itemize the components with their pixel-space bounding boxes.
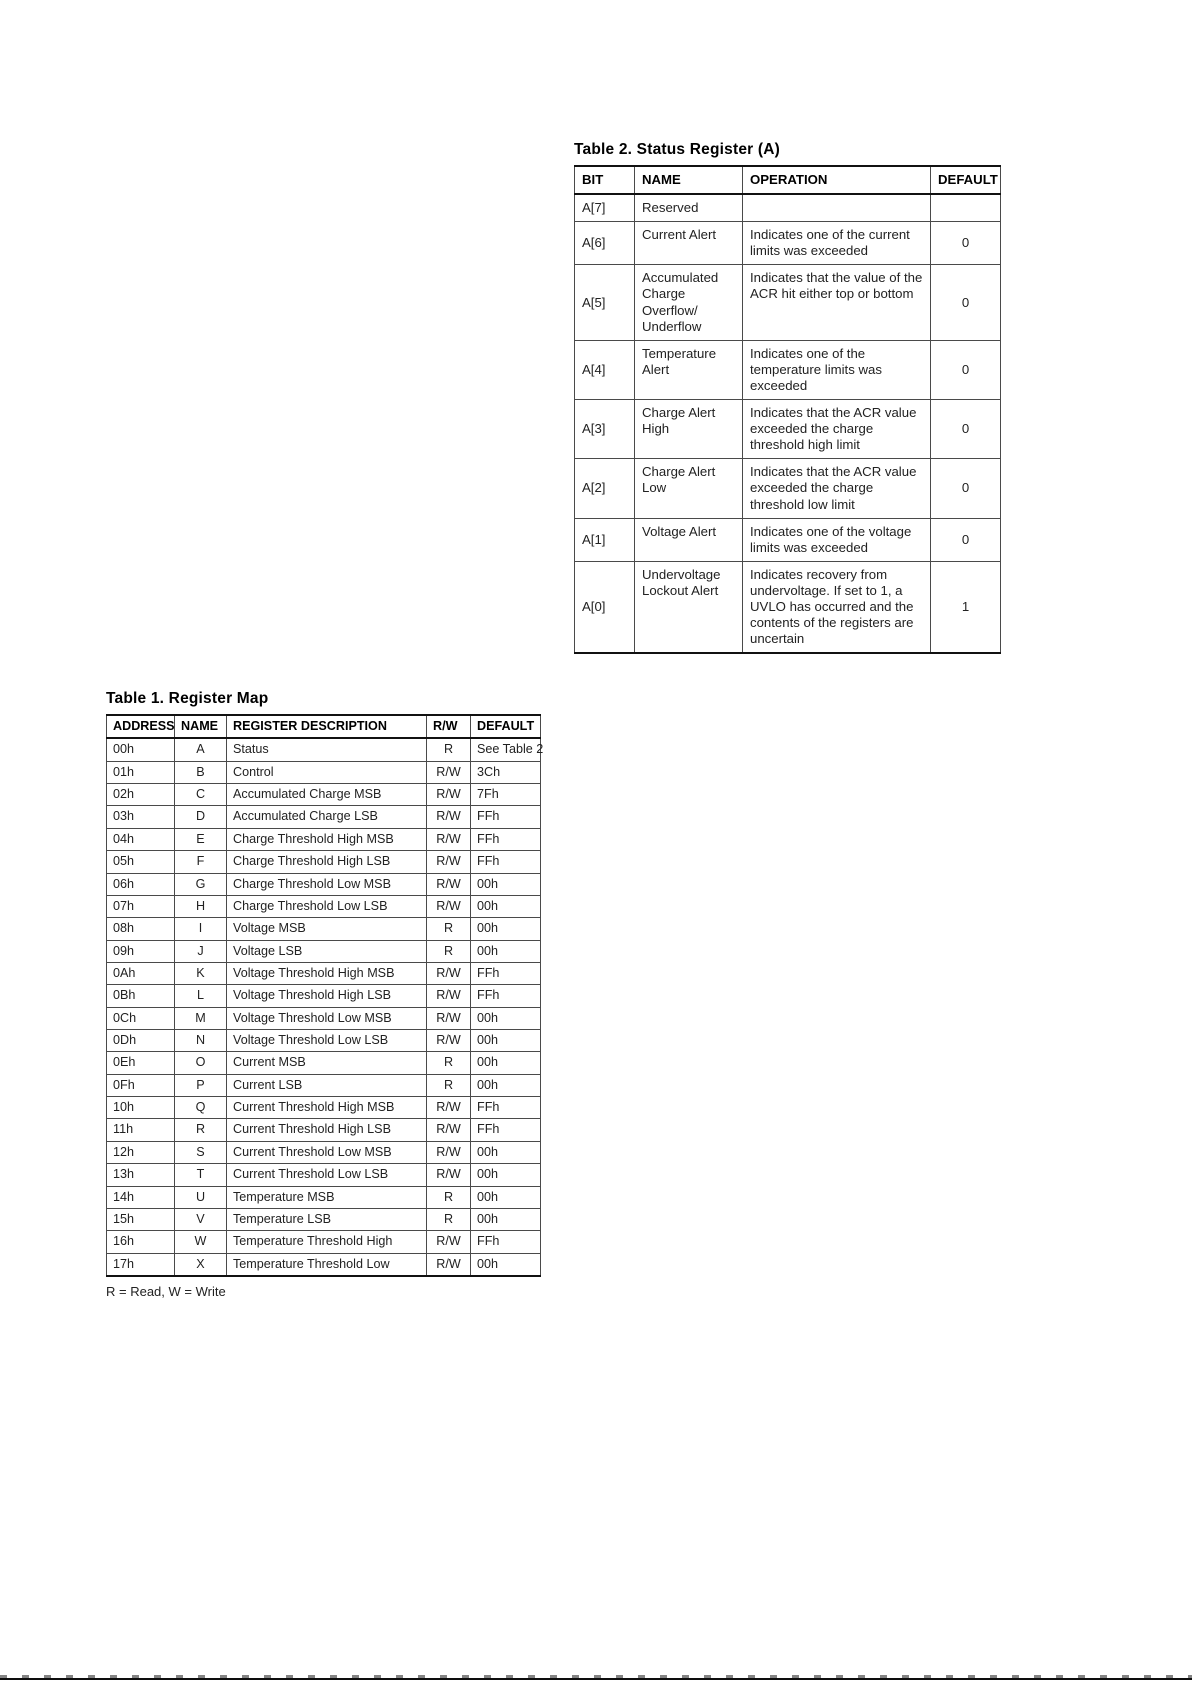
table1-cell-default: FFh (471, 985, 541, 1007)
table2-cell-bit: A[6] (575, 222, 635, 265)
table-row (575, 340, 1001, 399)
table1-cell-description: Charge Threshold High MSB (227, 828, 427, 850)
table1-cell-default: 00h (471, 1208, 541, 1230)
table1-cell-rw: R/W (427, 761, 471, 783)
table1-cell-rw: R/W (427, 851, 471, 873)
table2-cell-bit: A[0] (575, 561, 635, 653)
table2-body (575, 194, 1001, 653)
table1-cell-rw: R/W (427, 1231, 471, 1253)
table1-cell-address: 08h (107, 918, 175, 940)
table2-cell-default: 0 (931, 265, 1001, 340)
table1-cell-rw: R/W (427, 828, 471, 850)
table-row (107, 1141, 541, 1163)
table1-col-name: NAME (175, 715, 227, 738)
table1-cell-default: 00h (471, 1030, 541, 1052)
table1-cell-description: Temperature MSB (227, 1186, 427, 1208)
table2-cell-name: Charge Alert Low (635, 459, 743, 518)
table1-cell-name: S (175, 1141, 227, 1163)
table1-col-rw: R/W (427, 715, 471, 738)
table2-cell-default: 0 (931, 340, 1001, 399)
table1-cell-name: U (175, 1186, 227, 1208)
table-row (107, 1052, 541, 1074)
table1-cell-description: Current Threshold Low MSB (227, 1141, 427, 1163)
table-row (575, 400, 1001, 459)
table1-cell-description: Current LSB (227, 1074, 427, 1096)
table1-cell-name: K (175, 962, 227, 984)
table1-cell-default: FFh (471, 851, 541, 873)
table1-cell-address: 04h (107, 828, 175, 850)
table2-header-row (575, 166, 1001, 194)
table-row (107, 806, 541, 828)
table1-cell-name: J (175, 940, 227, 962)
table1-cell-address: 12h (107, 1141, 175, 1163)
table2-cell-bit: A[2] (575, 459, 635, 518)
table1-cell-address: 11h (107, 1119, 175, 1141)
table-row (575, 459, 1001, 518)
table1-cell-address: 0Fh (107, 1074, 175, 1096)
table1-cell-default: FFh (471, 806, 541, 828)
table1-cell-rw: R/W (427, 1141, 471, 1163)
table1-cell-rw: R/W (427, 784, 471, 806)
table1-cell-description: Voltage LSB (227, 940, 427, 962)
table1-cell-default: 00h (471, 895, 541, 917)
table1-cell-address: 17h (107, 1253, 175, 1276)
table1-cell-address: 06h (107, 873, 175, 895)
table2-cell-name: Charge Alert High (635, 400, 743, 459)
table1-cell-rw: R (427, 1186, 471, 1208)
table2-cell-default: 0 (931, 518, 1001, 561)
table1-cell-rw: R/W (427, 873, 471, 895)
table1-cell-description: Charge Threshold Low MSB (227, 873, 427, 895)
table1-cell-address: 0Ah (107, 962, 175, 984)
table1-cell-default: 00h (471, 873, 541, 895)
table1-cell-default: 7Fh (471, 784, 541, 806)
table1-cell-address: 02h (107, 784, 175, 806)
table2-cell-bit: A[1] (575, 518, 635, 561)
table1-cell-name: L (175, 985, 227, 1007)
table2-cell-operation: Indicates that the value of the ACR hit either top or bottom (743, 265, 931, 340)
table-row (575, 518, 1001, 561)
table2-cell-operation: Indicates recovery from undervoltage. If set to 1, a UVLO has occurred and the contents of the registers are uncertain (743, 561, 931, 653)
table1-cell-description: Voltage MSB (227, 918, 427, 940)
table1-cell-default: 00h (471, 940, 541, 962)
table1-cell-address: 13h (107, 1164, 175, 1186)
table1-cell-address: 0Dh (107, 1030, 175, 1052)
table2-cell-default: 0 (931, 400, 1001, 459)
table1-cell-rw: R (427, 738, 471, 761)
table1-cell-rw: R/W (427, 806, 471, 828)
table2-cell-name: Accumulated Charge Overflow/ Underflow (635, 265, 743, 340)
table1-cell-name: G (175, 873, 227, 895)
table-row (107, 1164, 541, 1186)
table1-cell-rw: R/W (427, 962, 471, 984)
table1-cell-address: 01h (107, 761, 175, 783)
table1-cell-name: N (175, 1030, 227, 1052)
table1-cell-description: Status (227, 738, 427, 761)
table2-cell-bit: A[3] (575, 400, 635, 459)
table1-cell-description: Temperature LSB (227, 1208, 427, 1230)
table1-cell-rw: R/W (427, 1007, 471, 1029)
table1-cell-rw: R/W (427, 1097, 471, 1119)
table-row (107, 940, 541, 962)
table2-col-bit: BIT (575, 166, 635, 194)
table1-cell-rw: R/W (427, 985, 471, 1007)
table1-cell-description: Current Threshold Low LSB (227, 1164, 427, 1186)
table1-cell-default: 00h (471, 1164, 541, 1186)
table1-cell-rw: R/W (427, 1119, 471, 1141)
table1-cell-default: 00h (471, 1007, 541, 1029)
table1-cell-address: 0Ch (107, 1007, 175, 1029)
table-row (107, 738, 541, 761)
table1-cell-description: Control (227, 761, 427, 783)
table2-cell-bit: A[5] (575, 265, 635, 340)
table2-title: Table 2. Status Register (A) (574, 141, 780, 158)
table1-body (107, 738, 544, 1276)
table1-cell-description: Charge Threshold High LSB (227, 851, 427, 873)
table-row (107, 828, 541, 850)
table1-cell-rw: R/W (427, 1253, 471, 1276)
table1-cell-name: I (175, 918, 227, 940)
table-row (107, 873, 541, 895)
table1-cell-description: Voltage Threshold High MSB (227, 962, 427, 984)
table2-cell-name: Temperature Alert (635, 340, 743, 399)
table2-cell-name: Voltage Alert (635, 518, 743, 561)
status-register-table (574, 165, 1001, 654)
table2-col-operation: OPERATION (743, 166, 931, 194)
table1-header-row (107, 715, 541, 738)
table1-col-address: ADDRESS (107, 715, 175, 738)
table2-cell-operation: Indicates that the ACR value exceeded the charge threshold high limit (743, 400, 931, 459)
table1-cell-name: D (175, 806, 227, 828)
table1-cell-description: Voltage Threshold Low LSB (227, 1030, 427, 1052)
table1-cell-default: 00h (471, 1253, 541, 1276)
table1-cell-default: FFh (471, 1119, 541, 1141)
table1-cell-name: T (175, 1164, 227, 1186)
table1-cell-description: Current Threshold High LSB (227, 1119, 427, 1141)
table-row (107, 985, 541, 1007)
table-row (575, 194, 1001, 222)
table1-cell-default: 00h (471, 1141, 541, 1163)
table1-cell-name: A (175, 738, 227, 761)
table1-cell-address: 05h (107, 851, 175, 873)
table1-col-description: REGISTER DESCRIPTION (227, 715, 427, 738)
table-row (107, 1007, 541, 1029)
table1-cell-description: Accumulated Charge LSB (227, 806, 427, 828)
table1-cell-rw: R (427, 1208, 471, 1230)
table1-cell-description: Voltage Threshold High LSB (227, 985, 427, 1007)
table1-cell-description: Charge Threshold Low LSB (227, 895, 427, 917)
table2-cell-name: Undervoltage Lockout Alert (635, 561, 743, 653)
table1-cell-name: O (175, 1052, 227, 1074)
table1-cell-address: 00h (107, 738, 175, 761)
table1-cell-default: FFh (471, 828, 541, 850)
table2-cell-default: 0 (931, 459, 1001, 518)
table1-cell-rw: R (427, 918, 471, 940)
table1-cell-default: 00h (471, 918, 541, 940)
table-row (107, 1253, 541, 1276)
table1-cell-rw: R (427, 1052, 471, 1074)
table1-cell-address: 10h (107, 1097, 175, 1119)
table1-cell-address: 09h (107, 940, 175, 962)
table2-col-name: NAME (635, 166, 743, 194)
table1-cell-name: F (175, 851, 227, 873)
table2-cell-operation: Indicates that the ACR value exceeded the charge threshold low limit (743, 459, 931, 518)
table2-cell-bit: A[4] (575, 340, 635, 399)
table1-cell-name: C (175, 784, 227, 806)
table1-cell-default: See Table 2 (471, 738, 541, 761)
table-row (107, 1030, 541, 1052)
table1-cell-name: H (175, 895, 227, 917)
table1-cell-name: M (175, 1007, 227, 1029)
table1-cell-description: Accumulated Charge MSB (227, 784, 427, 806)
table1-cell-description: Temperature Threshold High (227, 1231, 427, 1253)
table1-cell-rw: R (427, 940, 471, 962)
table-row (575, 265, 1001, 340)
table1-footnote: R = Read, W = Write (106, 1283, 226, 1299)
table1-cell-default: 00h (471, 1052, 541, 1074)
table2-cell-operation: Indicates one of the current limits was exceeded (743, 222, 931, 265)
table1-cell-default: FFh (471, 1097, 541, 1119)
table-row (107, 1231, 541, 1253)
table1-cell-description: Current Threshold High MSB (227, 1097, 427, 1119)
table2-cell-bit: A[7] (575, 194, 635, 222)
table1-cell-name: E (175, 828, 227, 850)
table1-cell-default: FFh (471, 1231, 541, 1253)
table1-cell-name: P (175, 1074, 227, 1096)
table1-cell-name: V (175, 1208, 227, 1230)
page-bottom-rule (0, 1678, 1192, 1680)
table1-cell-rw: R/W (427, 1164, 471, 1186)
table1-cell-rw: R/W (427, 1030, 471, 1052)
table1-cell-name: R (175, 1119, 227, 1141)
table1-cell-address: 14h (107, 1186, 175, 1208)
table-row (107, 1074, 541, 1096)
table1-col-default: DEFAULT (471, 715, 541, 738)
table1-cell-address: 15h (107, 1208, 175, 1230)
table1-cell-default: 00h (471, 1186, 541, 1208)
table1-cell-name: Q (175, 1097, 227, 1119)
table1-title: Table 1. Register Map (106, 690, 269, 707)
table2-cell-default: 1 (931, 561, 1001, 653)
status-register-table-block (574, 141, 1002, 654)
register-map-table (106, 714, 544, 1277)
table1-cell-address: 0Bh (107, 985, 175, 1007)
table-row (107, 784, 541, 806)
table-row (107, 1208, 541, 1230)
table1-cell-address: 16h (107, 1231, 175, 1253)
table-row (107, 851, 541, 873)
table-row (575, 222, 1001, 265)
table2-cell-operation: Indicates one of the voltage limits was exceeded (743, 518, 931, 561)
table1-cell-address: 03h (107, 806, 175, 828)
table1-cell-name: W (175, 1231, 227, 1253)
table2-cell-name: Reserved (635, 194, 743, 222)
table1-cell-address: 0Eh (107, 1052, 175, 1074)
table-row (575, 561, 1001, 653)
table-row (107, 962, 541, 984)
table1-cell-name: B (175, 761, 227, 783)
table2-cell-default (931, 194, 1001, 222)
table1-cell-default: 3Ch (471, 761, 541, 783)
table2-cell-name: Current Alert (635, 222, 743, 265)
table-row (107, 1186, 541, 1208)
table2-cell-operation: Indicates one of the temperature limits was exceeded (743, 340, 931, 399)
table1-cell-default: FFh (471, 962, 541, 984)
table2-cell-operation (743, 194, 931, 222)
table1-cell-description: Temperature Threshold Low (227, 1253, 427, 1276)
table1-cell-name: X (175, 1253, 227, 1276)
table-row (107, 895, 541, 917)
table-row (107, 1097, 541, 1119)
table2-cell-default: 0 (931, 222, 1001, 265)
table1-cell-rw: R/W (427, 895, 471, 917)
register-map-table-block (106, 690, 544, 1299)
table1-cell-default: 00h (471, 1074, 541, 1096)
table2-col-default: DEFAULT (931, 166, 1001, 194)
table1-cell-address: 07h (107, 895, 175, 917)
table1-cell-rw: R (427, 1074, 471, 1096)
table1-cell-description: Current MSB (227, 1052, 427, 1074)
table-row (107, 918, 541, 940)
table-row (107, 761, 541, 783)
table1-cell-description: Voltage Threshold Low MSB (227, 1007, 427, 1029)
table-row (107, 1119, 541, 1141)
